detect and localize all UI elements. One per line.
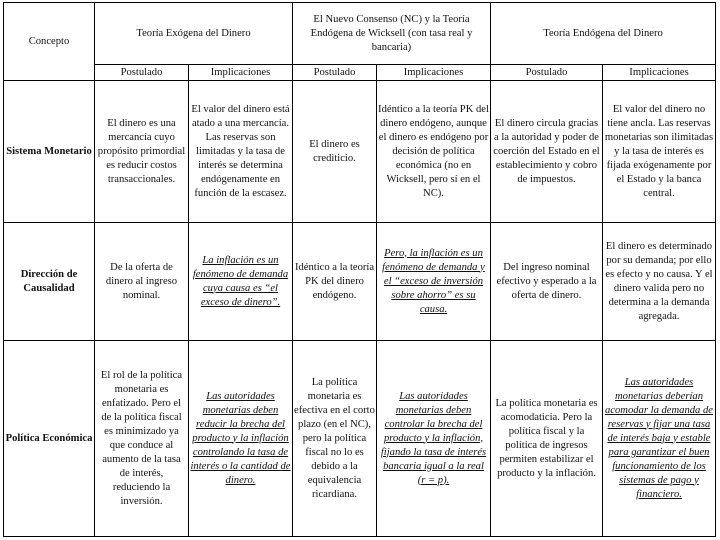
cell-nc-implicaciones: Idéntico a la teoría PK del dinero endógeno, aunque el dinero es endógeno por decisión de política económica (no en Wicksell, pero sí en el NC). [377, 81, 491, 223]
cell-exo-postulado: El dinero es una mercancía cuyo propósito primordial es reducir costos transaccionales. [95, 81, 189, 223]
cell-endo-implicaciones: El valor del dinero no tiene ancla. Las reservas monetarias son ilimitadas y la tasa de interés es fijada exógenamente por el Estado y la banca central. [603, 81, 716, 223]
cell-exo-implicaciones [189, 223, 293, 341]
concept-politica-economica: Política Económica [4, 341, 95, 537]
underlined-text: Las autoridades monetarias deben controlar la brecha del producto y la inflación, fijando la tasa de interés bancaria igual a la real (r = p). [380, 390, 487, 486]
underlined-text: Pero, la inflación es un fenómeno de demanda y el “exceso de inversión sobre ahorro” es su causa. [382, 247, 485, 315]
cell-nc-implicaciones [377, 223, 491, 341]
cell-nc-postulado: La política monetaria es efectiva en el corto plazo (en el NC), pero la política fiscal no lo es debido a la equivalencia ricardiana. [293, 341, 377, 537]
header-new-consensus: El Nuevo Consenso (NC) y la Teoría Endógena de Wicksell (con tasa real y bancaria) [293, 3, 491, 65]
subheader-exo-implicaciones: Implicaciones [189, 65, 293, 81]
underlined-text: Las autoridades monetarias deberían acomodar la demanda de reservas y fijar una tasa de interés baja y estable para garantizar el buen funcionamiento de los sistemas de pago y financiero. [605, 376, 713, 500]
cell-nc-postulado: El dinero es crediticio. [293, 81, 377, 223]
row-direccion-causalidad [4, 223, 716, 341]
cell-endo-postulado: La política monetaria es acomodaticia. Pero la política fiscal y la política de ingresos permiten estabilizar el producto y la inflación. [491, 341, 603, 537]
cell-nc-postulado: Idéntico a la teoría PK del dinero endógeno. [293, 223, 377, 341]
subheader-endo-postulado: Postulado [491, 65, 603, 81]
theories-comparison-table [3, 2, 716, 537]
header-row-sub [4, 65, 716, 81]
cell-exo-implicaciones [189, 341, 293, 537]
cell-endo-postulado: Del ingreso nominal efectivo y esperado a la oferta de dinero. [491, 223, 603, 341]
underlined-text: Las autoridades monetarias deben reducir la brecha del producto y la inflación controlando la tasa de interés o la cantidad de dinero. [190, 390, 291, 486]
row-sistema-monetario [4, 81, 716, 223]
cell-exo-postulado: El rol de la política monetaria es enfatizado. Pero el de la política fiscal es minimizado ya que conduce al aumento de la tasa de interés, reduciendo la inversión. [95, 341, 189, 537]
subheader-nc-implicaciones: Implicaciones [377, 65, 491, 81]
cell-exo-postulado: De la oferta de dinero al ingreso nominal. [95, 223, 189, 341]
subheader-exo-postulado: Postulado [95, 65, 189, 81]
cell-endo-implicaciones [603, 341, 716, 537]
subheader-endo-implicaciones: Implicaciones [603, 65, 716, 81]
cell-exo-implicaciones: El valor del dinero está atado a una mercancía. Las reservas son limitadas y la tasa de interés se determina endógenamente en función de la escasez. [189, 81, 293, 223]
header-row-main [4, 3, 716, 65]
cell-endo-implicaciones: El dinero es determinado por su demanda; por ello es efecto y no causa. Y el dinero valida pero no determina a la demanda agregada. [603, 223, 716, 341]
underlined-text: La inflación es un fenómeno de demanda cuya causa es “el exceso de dinero”. [192, 254, 289, 308]
header-concepto: Concepto [4, 3, 95, 81]
cell-endo-postulado: El dinero circula gracias a la autoridad y poder de coerción del Estado en el establecimiento y cobro de impuestos. [491, 81, 603, 223]
header-exogenous-theory: Teoría Exógena del Dinero [95, 3, 293, 65]
concept-direccion-causalidad: Dirección de Causalidad [4, 223, 95, 341]
concept-sistema-monetario: Sistema Monetario [4, 81, 95, 223]
row-politica-economica [4, 341, 716, 537]
header-endogenous-theory: Teoría Endógena del Dinero [491, 3, 716, 65]
subheader-nc-postulado: Postulado [293, 65, 377, 81]
cell-nc-implicaciones [377, 341, 491, 537]
